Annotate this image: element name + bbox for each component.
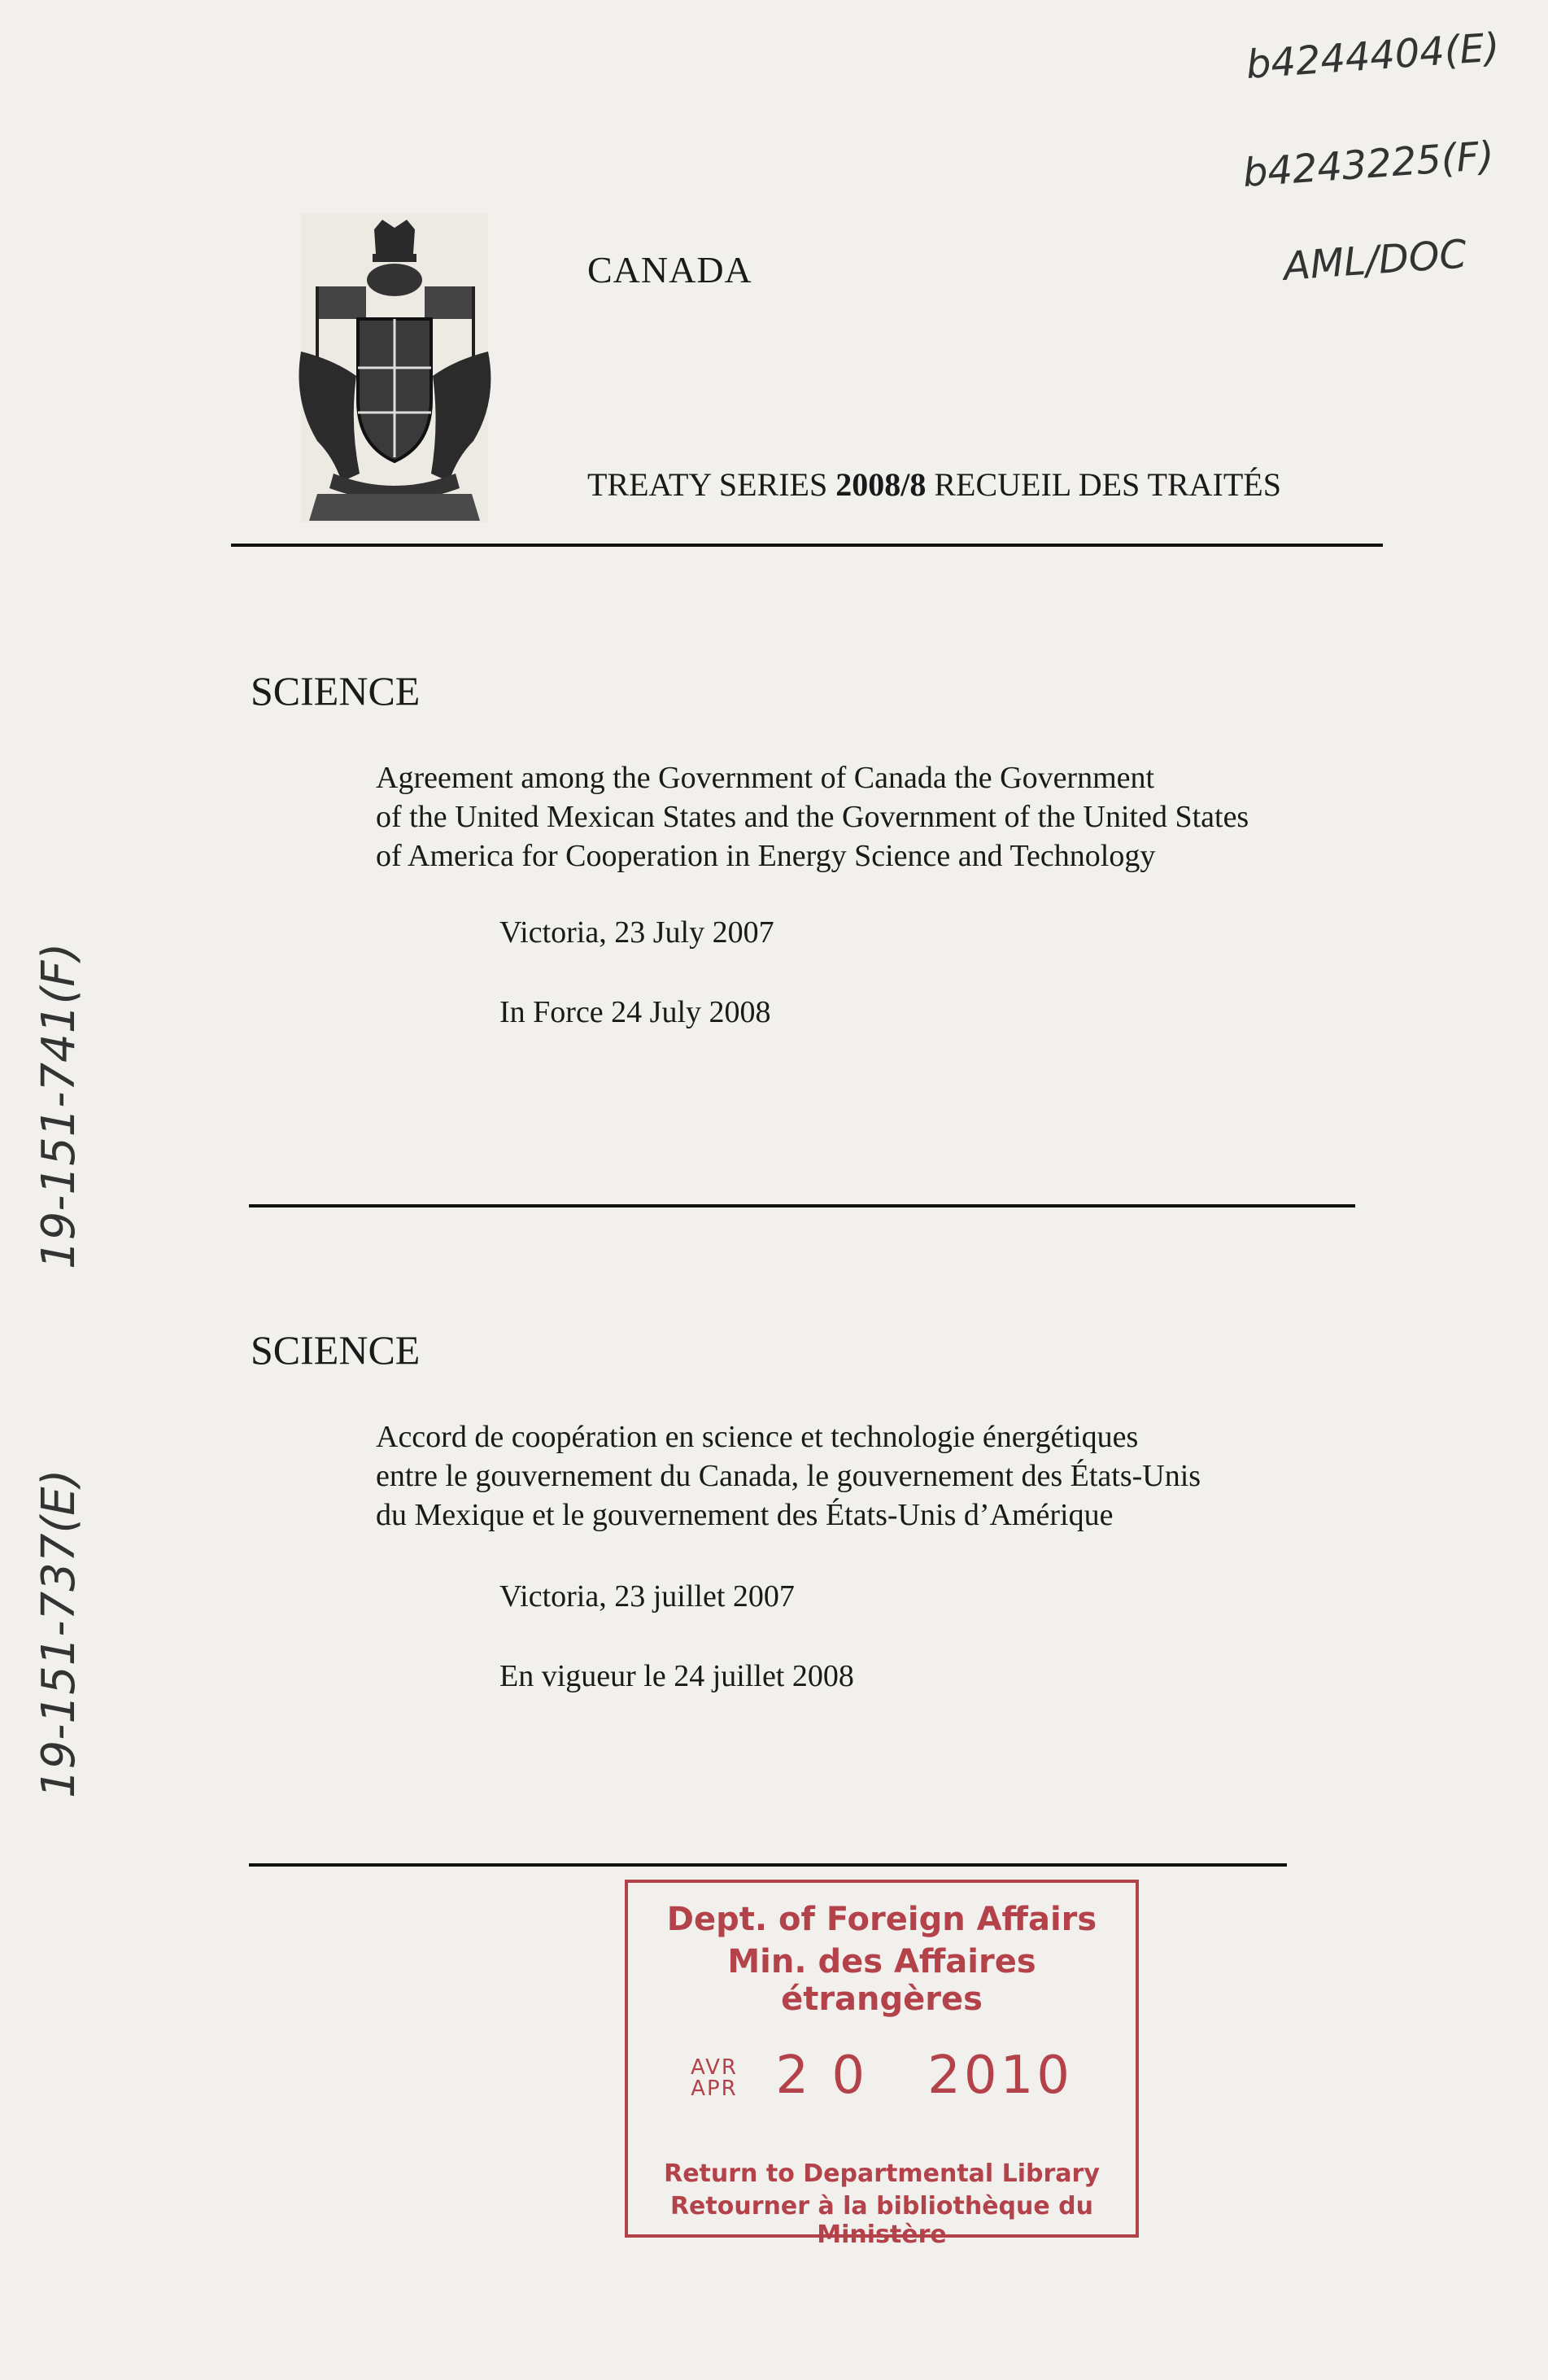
coat-of-arms-icon [285, 213, 504, 531]
handwritten-note-2: b4243225(F) [1241, 133, 1496, 196]
stamp-line2: Min. des Affaires étrangères [727, 1943, 1036, 2018]
english-title [376, 758, 1376, 876]
english-title-line: of the United Mexican States and the Government of the United States [376, 800, 1249, 834]
french-title-line: Accord de coopération en science et technologie énergétiques [376, 1420, 1139, 1454]
english-title-line: of America for Cooperation in Energy Science and Technology [376, 839, 1156, 873]
english-in-force: In Force 24 July 2008 [499, 995, 771, 1029]
treaty-series-line [587, 465, 1281, 504]
handwritten-note-1: b4244404(E) [1245, 24, 1502, 88]
stamp-day: 2 0 [775, 2046, 869, 2106]
footer-rule [249, 1863, 1287, 1867]
country-name: CANADA [587, 249, 752, 290]
header-rule [231, 544, 1383, 547]
section-rule [249, 1204, 1355, 1207]
series-label: TREATY SERIES [587, 466, 828, 503]
english-title-line: Agreement among the Government of Canada the Government [376, 761, 1155, 795]
french-heading: SCIENCE [251, 1327, 421, 1373]
french-title-line: entre le gouvernement du Canada, le gouvernement des États-Unis [376, 1459, 1201, 1493]
french-title-line: du Mexique et le gouvernement des États-Unis d’Amérique [376, 1498, 1114, 1532]
stamp-month-fr: AVR [690, 2055, 738, 2081]
stamp-return-fr: Retourner à la bibliothèque du Ministère [669, 2192, 1094, 2249]
french-title [376, 1417, 1376, 1535]
series-number: 2008/8 [835, 466, 927, 503]
french-in-force: En vigueur le 24 juillet 2008 [499, 1659, 854, 1693]
library-stamp [625, 1880, 1139, 2249]
french-signed: Victoria, 23 juillet 2007 [499, 1579, 795, 1614]
stamp-return-en: Return to Departmental Library [664, 2159, 1100, 2188]
stamp-year: 2010 [927, 2046, 1073, 2106]
stamp-line1: Dept. of Foreign Affairs [666, 1901, 1097, 1938]
stamp-month-en: APR [691, 2076, 738, 2102]
handwritten-margin-2: 19-151-737(E) [33, 1469, 85, 1798]
handwritten-margin-1: 19-151-741(F) [33, 942, 85, 1269]
handwritten-note-3: AML/DOC [1282, 231, 1468, 290]
series-label-fr: RECUEIL DES TRAITÉS [934, 466, 1281, 503]
stamp-month [690, 2055, 738, 2102]
stamp-date [628, 2046, 1136, 2106]
english-signed: Victoria, 23 July 2007 [499, 915, 774, 950]
english-heading: SCIENCE [251, 668, 421, 714]
